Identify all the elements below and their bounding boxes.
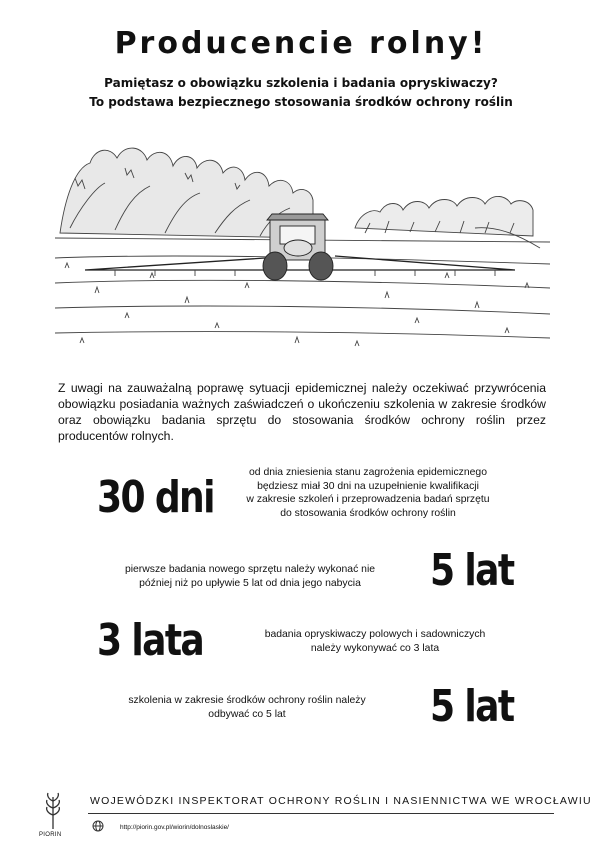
- footer-divider: [88, 813, 554, 814]
- fact-value-30-dni: 30 dni: [97, 472, 214, 523]
- fact-description-1: [218, 466, 518, 520]
- fact-description-2: [90, 563, 410, 590]
- fact-1-line-2: będziesz miał 30 dni na uzupełnienie kwalifikacji: [257, 480, 479, 492]
- fact-value-3-lata: 3 lata: [97, 615, 204, 666]
- website-link[interactable]: http://piorin.gov.pl/wiorin/dolnoslaskie/: [120, 824, 229, 831]
- fact-1-line-3: w zakresie szkoleń i przeprowadzenia badań sprzętu: [246, 494, 490, 505]
- globe-icon: [92, 820, 104, 832]
- fact-4-line-2: odbywać co 5 lat: [208, 708, 286, 720]
- subtitle-line-1: Pamiętasz o obowiązku szkolenia i badania opryskiwaczy?: [104, 76, 498, 90]
- fact-3-line-1: badania opryskiwaczy polowych i sadowniczych: [264, 629, 486, 640]
- fact-3-line-2: należy wykonywać co 3 lata: [310, 642, 440, 654]
- tractor-sprayer-illustration: [55, 138, 550, 356]
- fact-4-line-1: szkolenia w zakresie środków ochrony roślin należy: [128, 695, 366, 706]
- subtitle-line-2: To podstawa bezpiecznego stosowania środków ochrony roślin: [89, 95, 513, 109]
- fact-2-line-2: później niż po upływie 5 lat od dnia jego nabycia: [139, 577, 361, 589]
- fact-1-line-1: od dnia zniesienia stanu zagrożenia epidemicznego: [249, 467, 487, 478]
- intro-paragraph: Z uwagi na zauważalną poprawę sytuacji epidemicznej należy oczekiwać przywrócenia obowiązku posiadania ważnych zaświadczeń o ukończeniu szkolenia w zakresie środków oraz obowiązku badania sprzętu do stosowania środków ochrony roślin przez producentów rolnych.: [58, 381, 546, 443]
- fact-description-3: [225, 628, 525, 655]
- wheat-logo-icon: [42, 791, 64, 831]
- logo-label: PIORIN: [39, 832, 62, 838]
- institution-name: WOJEWÓDZKI INSPEKTORAT OCHRONY ROŚLIN I NASIENNICTWA WE WROCŁAWIU: [90, 795, 592, 807]
- fact-description-4: [92, 694, 402, 721]
- fact-value-5-lat-first: 5 lat: [430, 545, 514, 596]
- fact-2-line-1: pierwsze badania nowego sprzętu należy wykonać nie: [124, 564, 376, 575]
- fact-value-5-lat-second: 5 lat: [430, 681, 514, 732]
- fact-1-line-4: do stosowania środków ochrony roślin: [280, 507, 456, 519]
- page-title: Producencie rolny!: [114, 26, 488, 61]
